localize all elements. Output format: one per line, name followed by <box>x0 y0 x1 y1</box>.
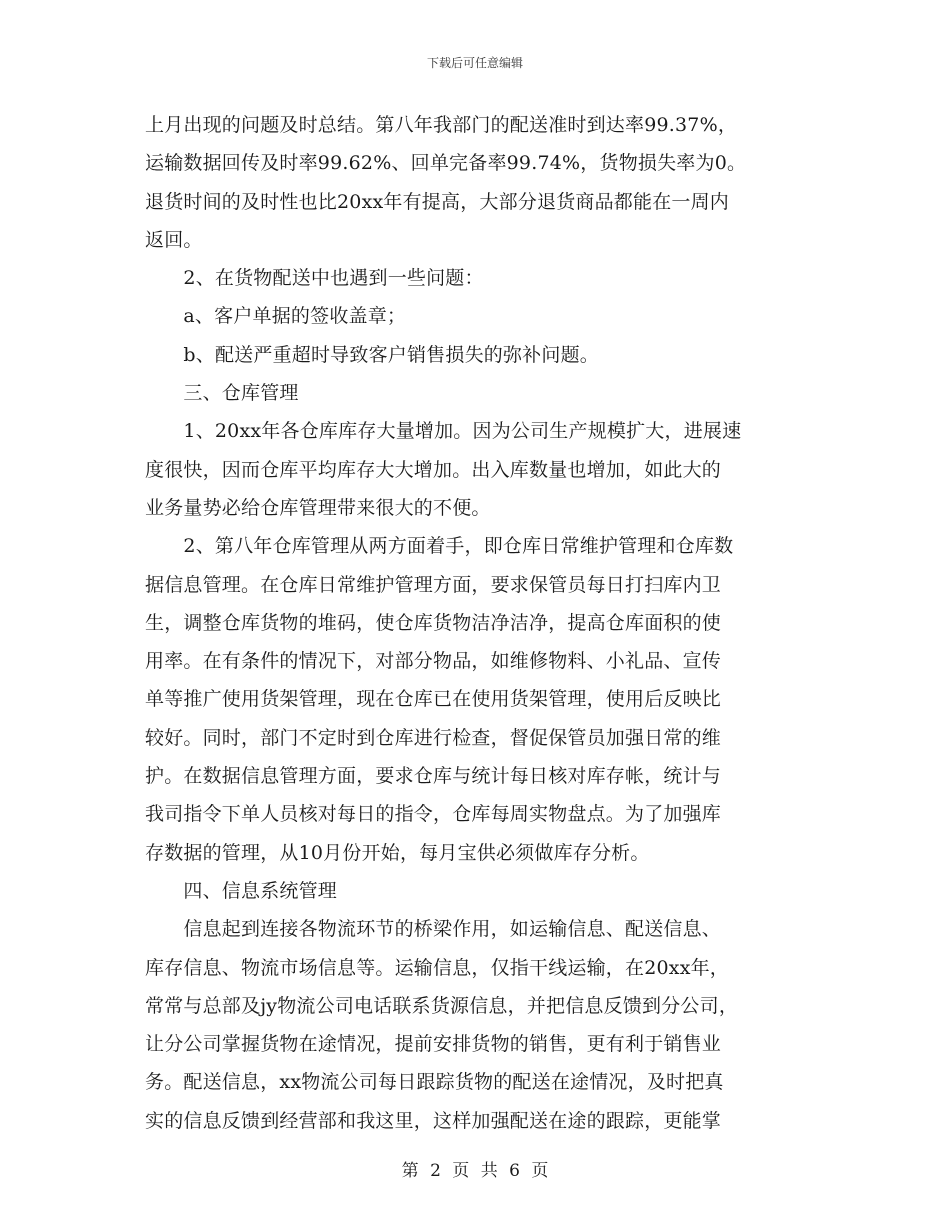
text-line: 退货时间的及时性也比20xx年有提高，大部分退货商品都能在一周内 <box>145 190 730 213</box>
text-line: 生，调整仓库货物的堆码，使仓库货物洁净洁净，提高仓库面积的使 <box>145 611 722 634</box>
text-line: 运输数据回传及时率99.62%、回单完备率99.74%，货物损失率为0。 <box>145 152 747 175</box>
text-line: 2、第八年仓库管理从两方面着手，即仓库日常维护管理和仓库数 <box>145 535 734 558</box>
text-line: 信息起到连接各物流环节的桥梁作用，如运输信息、配送信息、 <box>145 918 722 941</box>
text-line: 常常与总部及jy物流公司电话联系货源信息，并把信息反馈到分公司， <box>145 994 739 1017</box>
section-heading: 四、信息系统管理 <box>145 879 338 902</box>
text-line: 存数据的管理，从10月份开始，每月宝供必须做库存分析。 <box>145 841 650 864</box>
text-line: 业务量势必给仓库管理带来很大的不便。 <box>145 496 491 519</box>
text-line: 让分公司掌握货物在途情况，提前安排货物的销售，更有利于销售业 <box>145 1033 722 1056</box>
text-line: 用率。在有条件的情况下，对部分物品，如维修物料、小礼品、宣传 <box>145 650 722 673</box>
text-line: 单等推广使用货架管理，现在仓库已在使用货架管理，使用后反映比 <box>145 688 722 711</box>
text-line: 较好。同时，部门不定时到仓库进行检查，督促保管员加强日常的维 <box>145 726 722 749</box>
text-line: 1、20xx年各仓库库存大量增加。因为公司生产规模扩大，进展速 <box>145 420 742 443</box>
text-line: 务。配送信息，xx物流公司每日跟踪货物的配送在途情况，及时把真 <box>145 1071 724 1094</box>
text-line: 实的信息反馈到经营部和我这里，这样加强配送在途的跟踪，更能掌 <box>145 1109 722 1132</box>
text-line: 2、在货物配送中也遇到一些问题： <box>145 267 484 290</box>
text-line: 据信息管理。在仓库日常维护管理方面，要求保管员每日打扫库内卫 <box>145 573 722 596</box>
section-heading: 三、仓库管理 <box>145 382 299 405</box>
page-header: 下载后可任意编辑 <box>426 56 523 70</box>
page-number: 第 2 页 共 6 页 <box>401 1161 549 1181</box>
text-line: 上月出现的问题及时总结。第八年我部门的配送准时到达率99.37%， <box>145 114 738 136</box>
text-line: 度很快，因而仓库平均库存大大增加。出入库数量也增加，如此大的 <box>145 458 722 481</box>
text-line: 库存信息、物流市场信息等。运输信息，仅指干线运输，在20xx年， <box>145 956 730 979</box>
text-line: 护。在数据信息管理方面，要求仓库与统计每日核对库存帐，统计与 <box>145 765 722 788</box>
text-line: 我司指令下单人员核对每日的指令，仓库每周实物盘点。为了加强库 <box>145 803 722 826</box>
document-body <box>145 106 817 1140</box>
text-line: 返回。 <box>145 228 203 251</box>
text-line: b、配送严重超时导致客户销售损失的弥补问题。 <box>145 343 599 366</box>
text-line: a、客户单据的签收盖章； <box>145 305 407 328</box>
